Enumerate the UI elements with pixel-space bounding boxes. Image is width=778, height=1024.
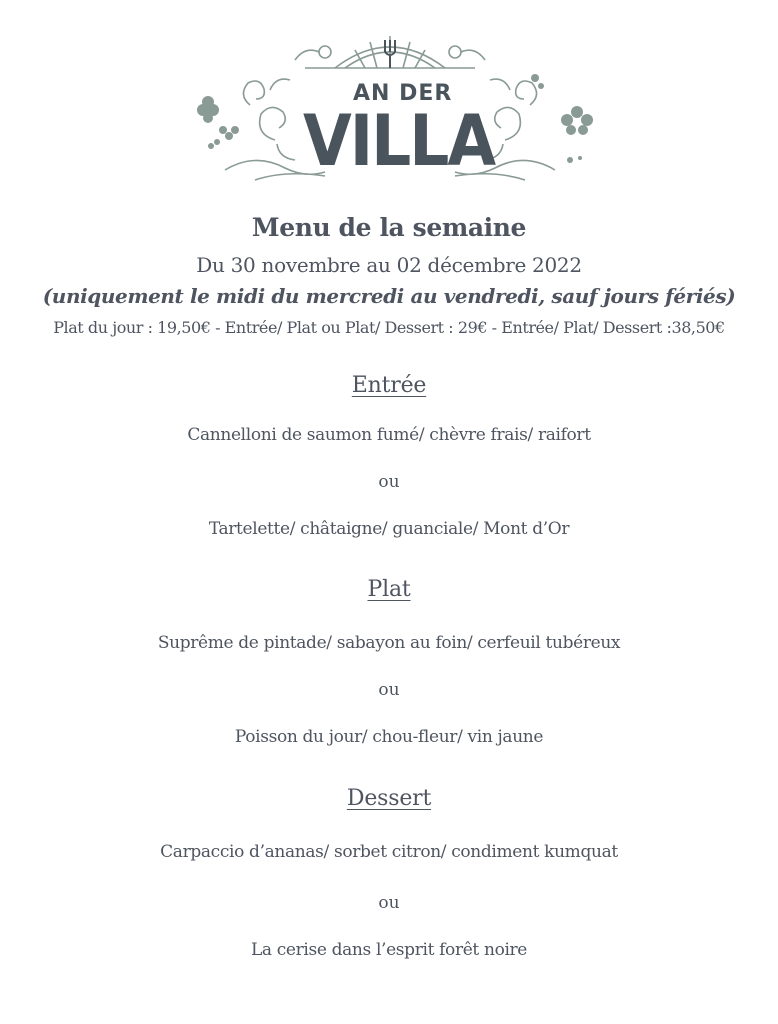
dish-plat-2: Poisson du jour/ chou-fleur/ vin jaune xyxy=(234,727,544,747)
page-title: Menu de la semaine xyxy=(251,213,527,242)
dish-plat-1: Suprême de pintade/ sabayon au foin/ cerfeuil tubéreux xyxy=(157,633,621,653)
dish-entree-2: Tartelette/ châtaigne/ guanciale/ Mont d’Or xyxy=(208,519,570,539)
restaurant-logo xyxy=(185,30,595,190)
section-title-dessert: Dessert xyxy=(346,786,432,811)
separator-or: ou xyxy=(378,472,400,492)
logo-line2: VILLA xyxy=(303,100,495,182)
price-list: Plat du jour : 19,50€ - Entrée/ Plat ou Plat/ Dessert : 29€ - Entrée/ Plat/ Dessert :38,50€ xyxy=(53,318,725,337)
service-note: (uniquement le midi du mercredi au vendredi, sauf jours fériés) xyxy=(42,284,736,308)
separator-or: ou xyxy=(378,680,400,700)
dish-entree-1: Cannelloni de saumon fumé/ chèvre frais/ raifort xyxy=(187,425,591,445)
logo-line1: AN DER xyxy=(353,81,453,106)
date-range: Du 30 novembre au 02 décembre 2022 xyxy=(196,253,582,277)
fork-icon xyxy=(385,40,395,68)
section-title-plat: Plat xyxy=(367,577,411,602)
section-title-entree: Entrée xyxy=(351,373,427,398)
separator-or: ou xyxy=(378,893,400,913)
dish-dessert-2: La cerise dans l’esprit forêt noire xyxy=(250,940,528,960)
clover-icon xyxy=(197,96,239,149)
dish-dessert-1: Carpaccio d’ananas/ sorbet citron/ condiment kumquat xyxy=(160,842,618,862)
flower-icon xyxy=(531,74,593,163)
